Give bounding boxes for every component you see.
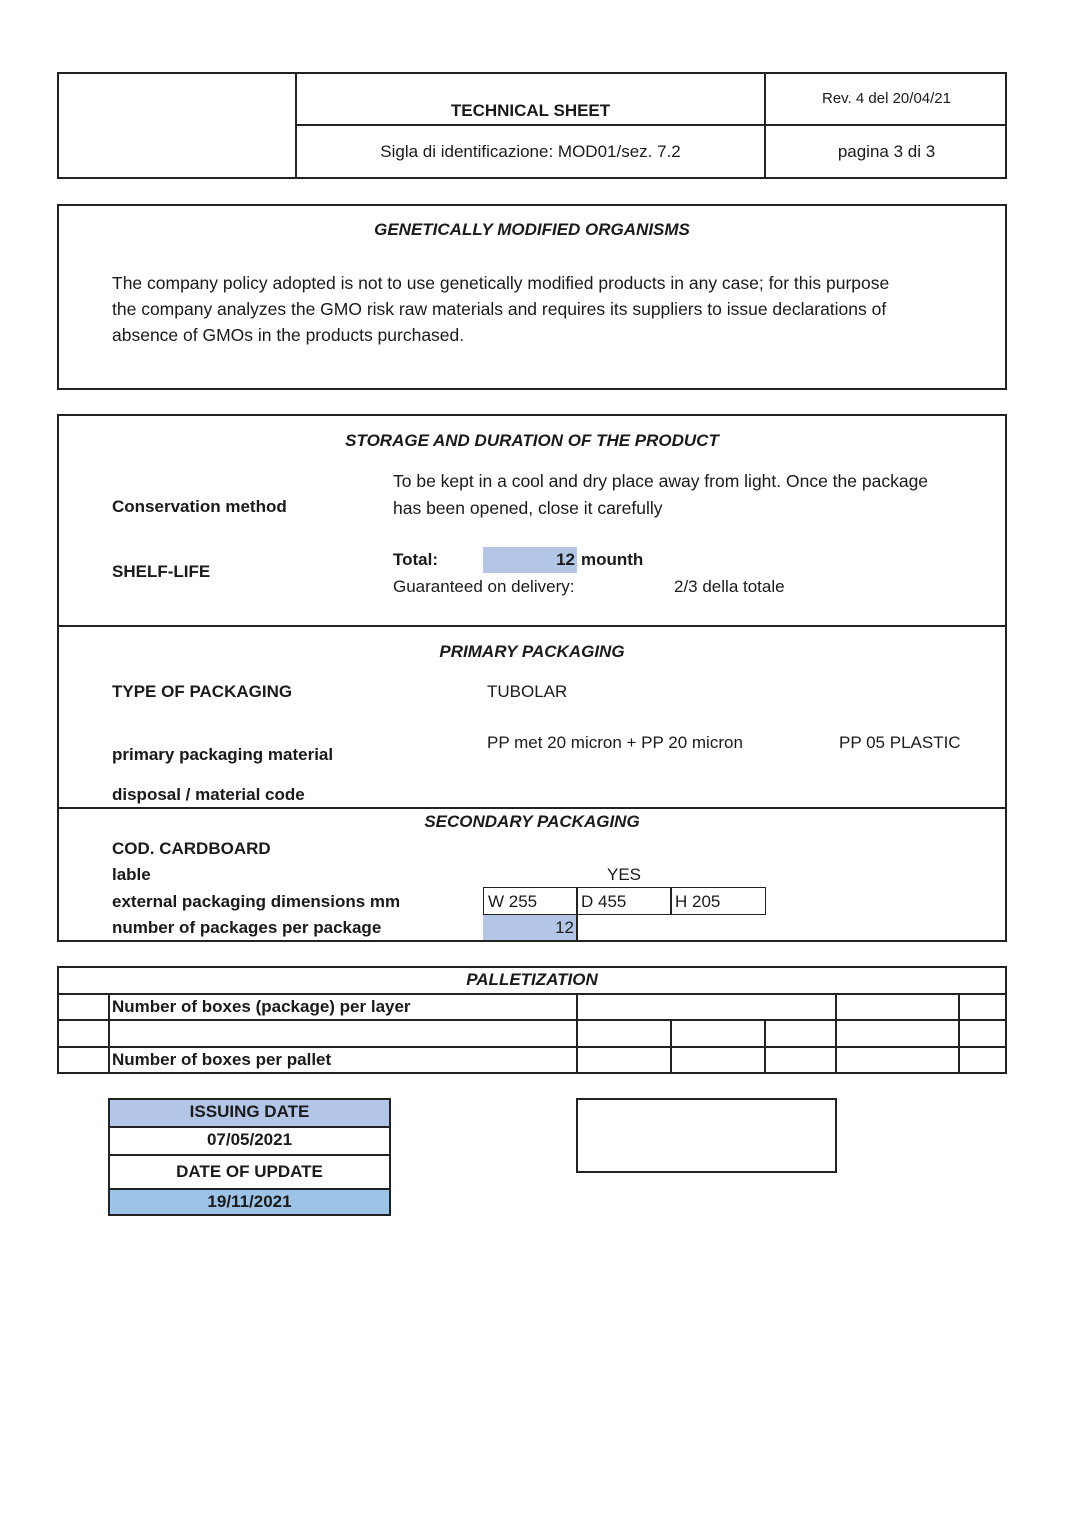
identifier-label: Sigla di identificazione: MOD01/sez. 7.2 [380,142,681,161]
palletization-heading: PALLETIZATION [466,970,598,989]
per-package-value: 12 [555,918,574,937]
cardboard-label: COD. CARDBOARD [112,839,271,858]
packaging-material-value: PP met 20 micron + PP 20 micron [487,733,743,752]
revision-label: Rev. 4 del 20/04/21 [822,90,951,107]
guaranteed-label: Guaranteed on delivery: [393,577,575,596]
gmo-heading: GENETICALLY MODIFIED ORGANISMS [374,220,690,239]
total-label: Total: [393,550,439,569]
conservation-text-line-1: To be kept in a cool and dry place away from light. Once the package [393,471,929,491]
per-package-cell-right [576,915,578,940]
disposal-label: disposal / material code [112,785,305,804]
page-number: pagina 3 di 3 [837,142,936,161]
update-date-label: DATE OF UPDATE [176,1162,323,1181]
dimension-depth: D 455 [581,892,627,911]
packaging-type-label: TYPE OF PACKAGING [112,682,293,701]
dimension-width: W 255 [488,892,538,911]
total-value: 12 [556,550,575,569]
pallet-col-line-2 [576,993,578,1073]
gmo-text-line-1: The company policy adopted is not to use genetically modified products in any case; for this purpose [112,273,890,293]
pallet-row-line-1 [57,993,1007,995]
storage-packaging-section [57,414,1007,942]
dates-divider-2 [108,1154,391,1156]
dimension-height: H 205 [675,892,721,911]
secondary-heading: SECONDARY PACKAGING [424,812,640,831]
pallet-row-line-3 [57,1046,1007,1048]
gmo-text-line-2: the company analyzes the GMO risk raw materials and requires its suppliers to issue declarations of [112,299,887,319]
lable-value: YES [606,865,642,884]
boxes-per-layer-label: Number of boxes (package) per layer [112,997,411,1016]
pallet-col-line-6 [958,993,960,1073]
boxes-per-pallet-label: Number of boxes per pallet [112,1050,332,1069]
dimensions-divider-2 [670,887,672,915]
logo-area [59,74,295,177]
conservation-text-line-2: has been opened, close it carefully [393,498,663,518]
pallet-col-line-1 [108,993,110,1073]
guaranteed-value: 2/3 della totale [674,577,785,596]
pallet-col-line-4 [764,1019,766,1073]
pallet-col-line-3 [670,1019,672,1073]
packaging-type-value: TUBOLAR [487,682,568,701]
page-title: TECHNICAL SHEET [450,101,611,120]
storage-divider [57,625,1007,627]
dates-divider-1 [108,1126,391,1128]
issuing-date-label: ISSUING DATE [189,1102,310,1121]
issuing-date-value: 07/05/2021 [206,1130,293,1149]
packaging-material-label: primary packaging material [112,745,334,764]
total-unit: mounth [581,550,644,569]
header-divider-middle [297,124,1007,126]
pallet-col-line-5 [835,993,837,1073]
primary-heading: PRIMARY PACKAGING [439,642,625,661]
pallet-row-line-2 [57,1019,1007,1021]
update-date-value: 19/11/2021 [207,1192,292,1211]
gmo-text-line-3: absence of GMOs in the products purchased. [112,325,465,345]
dimensions-divider-1 [576,887,578,915]
shelf-life-label: SHELF-LIFE [112,562,211,581]
signature-box [576,1098,837,1173]
per-package-label: number of packages per package [112,918,382,937]
packaging-material-code: PP 05 PLASTIC [839,733,961,752]
dimensions-label: external packaging dimensions mm [112,892,401,911]
primary-divider [57,807,1007,809]
conservation-label: Conservation method [112,497,287,516]
storage-heading: STORAGE AND DURATION OF THE PRODUCT [345,431,719,450]
lable-label: lable [112,865,151,884]
